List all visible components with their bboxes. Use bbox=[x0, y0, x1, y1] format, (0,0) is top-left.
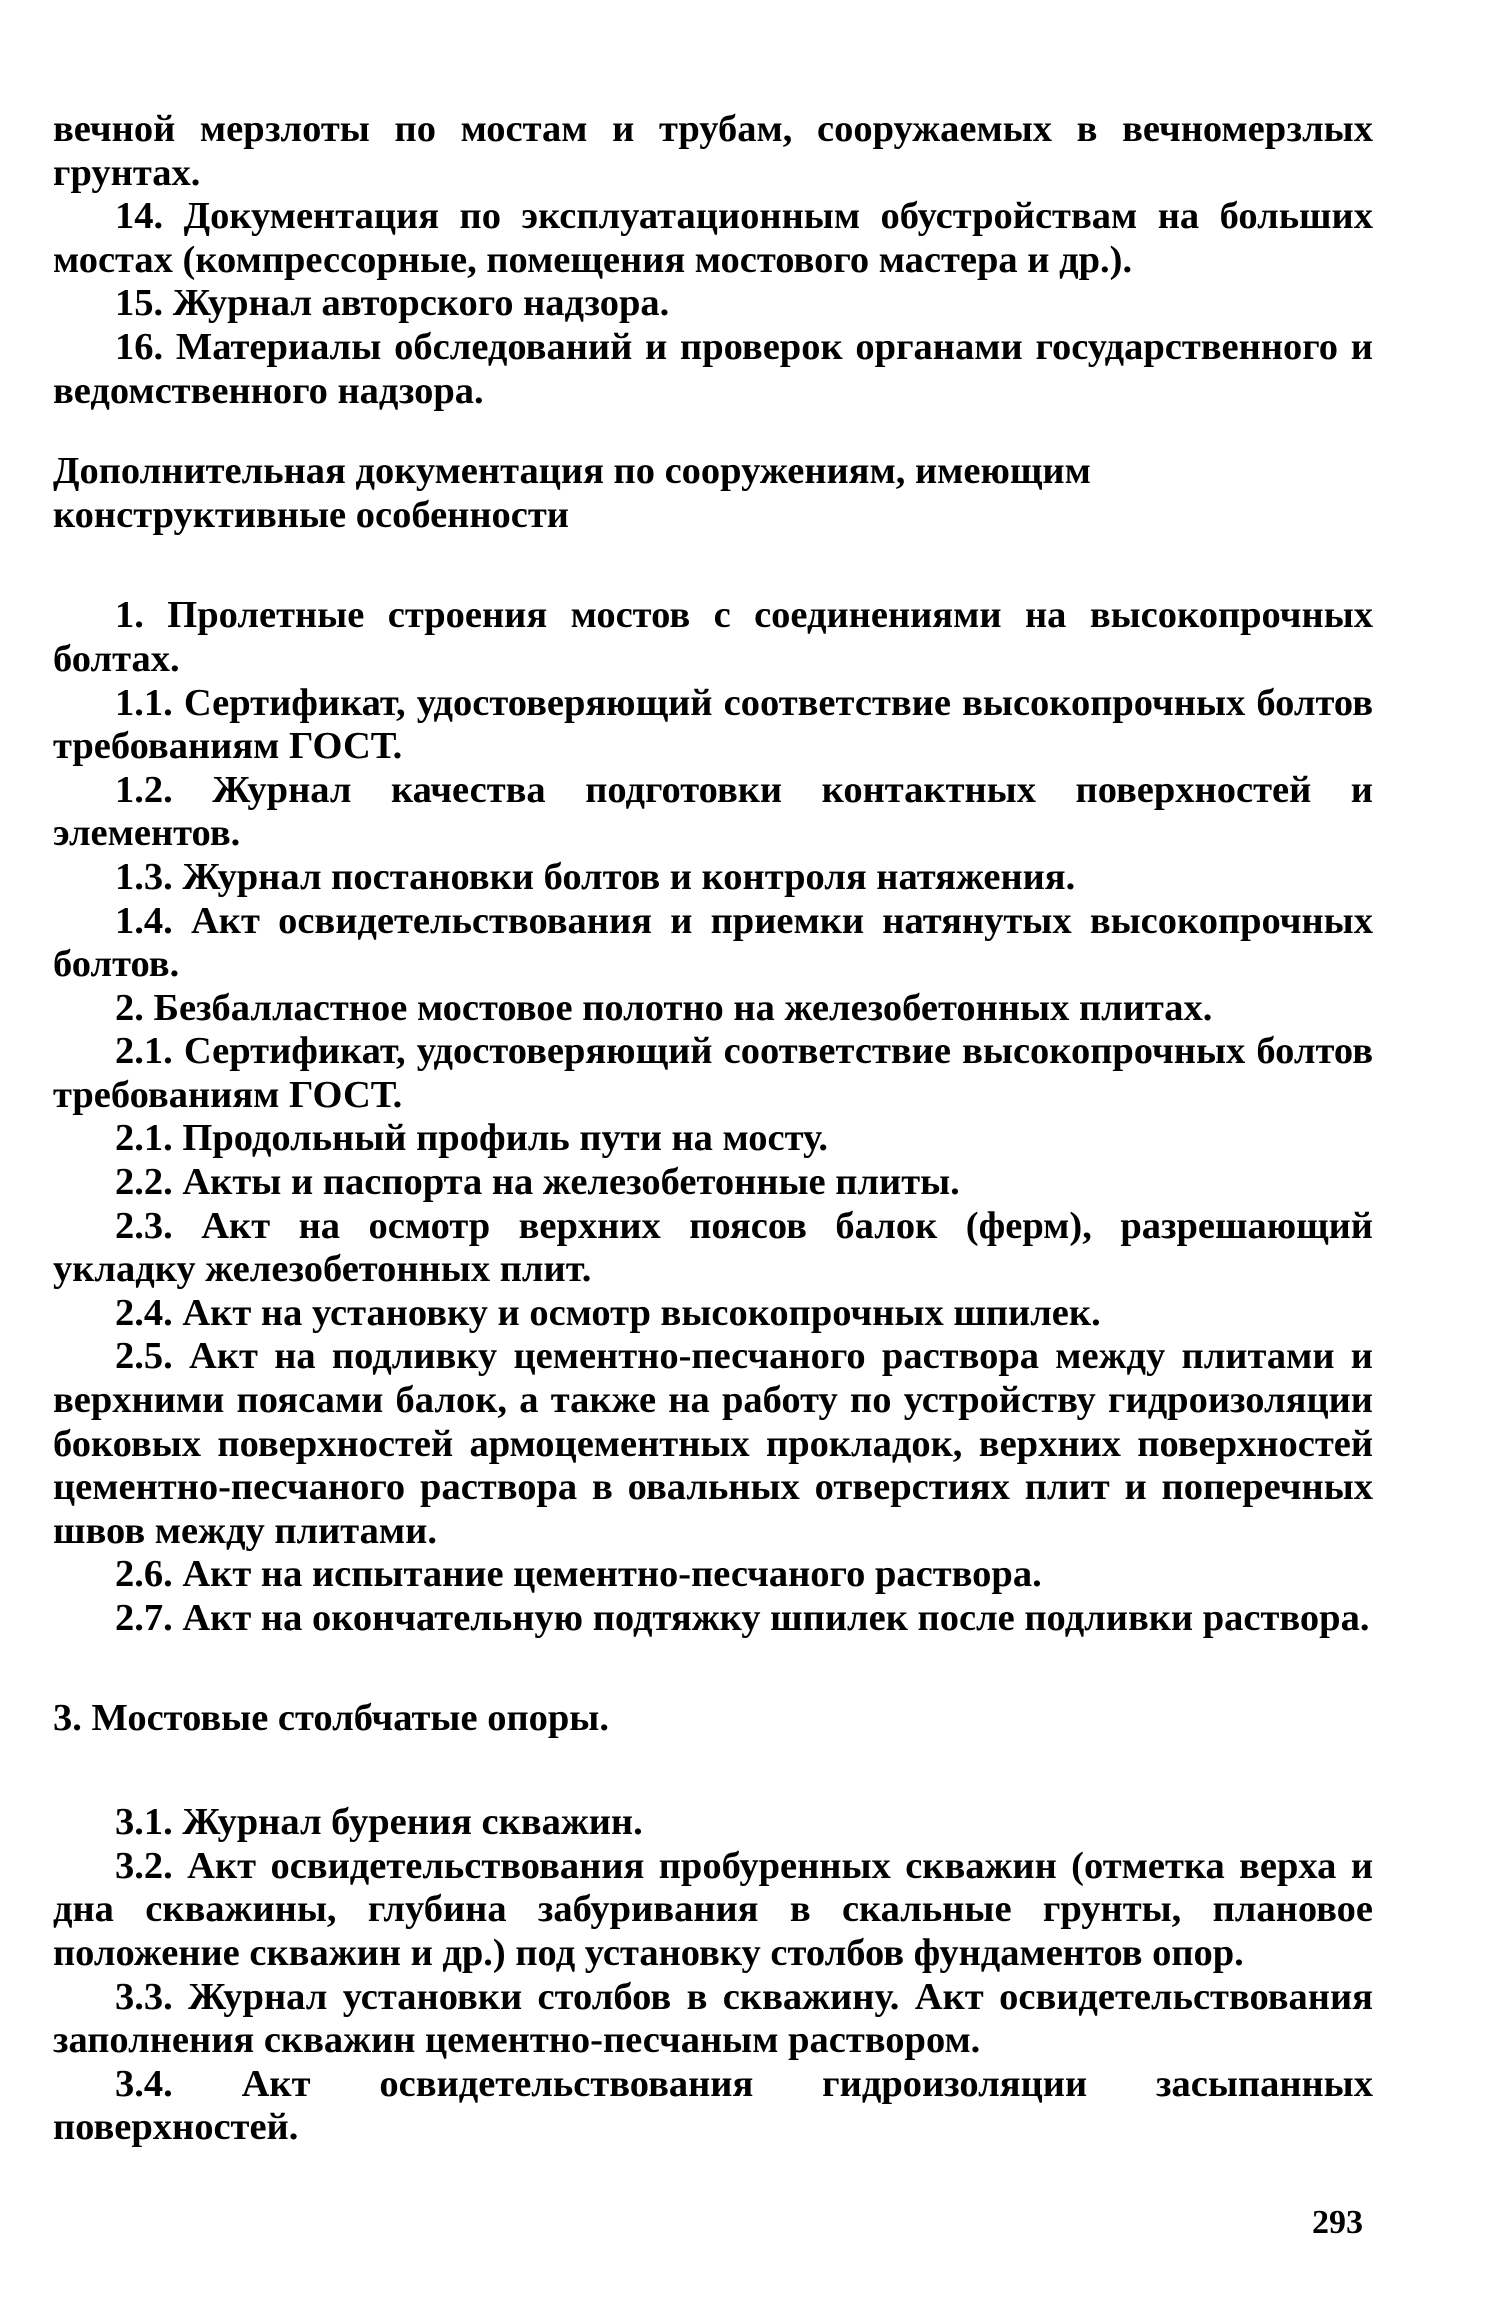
section-heading: Дополнительная документация по сооружениям, имеющим конструктивные особенности bbox=[53, 450, 1091, 536]
list-item: 2.1. Продольный профиль пути на мосту. bbox=[115, 1117, 829, 1160]
continuation-paragraph: вечной мерзлоты по мостам и трубам, сооружаемых в вечномерзлых грунтах. bbox=[53, 108, 1373, 194]
list-item: 2.4. Акт на установку и осмотр высокопрочных шпилек. bbox=[115, 1291, 1101, 1334]
list-item: 1.3. Журнал постановки болтов и контроля натяжения. bbox=[115, 855, 1076, 898]
list-item: 16. Материалы обследований и проверок органами государственного и ведомственного надзора. bbox=[53, 325, 1373, 412]
list-item: 3.2. Акт освидетельствования пробуренных скважин (отметка верха и дна скважины, глубина забуривания в скальные грунты, плановое положение скважин и др.) под установку столбов фундаментов опор. bbox=[53, 1844, 1373, 1974]
list-item: 3.1. Журнал бурения скважин. bbox=[115, 1801, 643, 1844]
list-item: 14. Документация по эксплуатационным обустройствам на больших мостах (компрессорные, помещения мостового мастера и др.). bbox=[53, 195, 1373, 281]
list-item: 2.5. Акт на подливку цементно-песчаного раствора между плитами и верхними поясами балок, а также на работу по устройству гидроизоляции боковых поверхностей армоцементных прокладок, верхних поверхностей цементно-песчаного раствора в овальных отверстиях плит и поперечных швов между плитами. bbox=[53, 1335, 1373, 1552]
list-item: 2.6. Акт на испытание цементно-песчаного раствора. bbox=[115, 1553, 1042, 1596]
section-heading: 3. Мостовые столбчатые опоры. bbox=[53, 1696, 609, 1739]
list-item: 15. Журнал авторского надзора. bbox=[115, 282, 670, 325]
list-item: 2.1. Сертификат, удостоверяющий соответствие высокопрочных болтов требованиям ГОСТ. bbox=[53, 1030, 1373, 1116]
section-1-list bbox=[53, 594, 1373, 1640]
list-item: 1.4. Акт освидетельствования и приемки натянутых высокопрочных болтов. bbox=[53, 899, 1373, 986]
list-item: 1. Пролетные строения мостов с соединениями на высокопрочных болтах. bbox=[53, 594, 1373, 680]
list-item: 2.2. Акты и паспорта на железобетонные плиты. bbox=[115, 1161, 960, 1204]
list-item: 2. Безбалластное мостовое полотно на железобетонных плитах. bbox=[115, 986, 1213, 1029]
list-item: 2.3. Акт на осмотр верхних поясов балок (ферм), разрешающий укладку железобетонных плит. bbox=[53, 1204, 1373, 1291]
list-item: 3.4. Акт освидетельствования гидроизоляции засыпанных поверхностей. bbox=[53, 2062, 1373, 2149]
list-item: 1.1. Сертификат, удостоверяющий соответствие высокопрочных болтов требованиям ГОСТ. bbox=[53, 681, 1373, 768]
list-item: 1.2. Журнал качества подготовки контактных поверхностей и элементов. bbox=[53, 768, 1373, 855]
page-number: 293 bbox=[1312, 2204, 1363, 2241]
list-item: 2.7. Акт на окончательную подтяжку шпилек после подливки раствора. bbox=[115, 1597, 1370, 1639]
list-item: 3.3. Журнал установки столбов в скважину. Акт освидетельствования заполнения скважин цементно-песчаным раствором. bbox=[53, 1975, 1373, 2062]
section-2-list bbox=[53, 1801, 1373, 2150]
